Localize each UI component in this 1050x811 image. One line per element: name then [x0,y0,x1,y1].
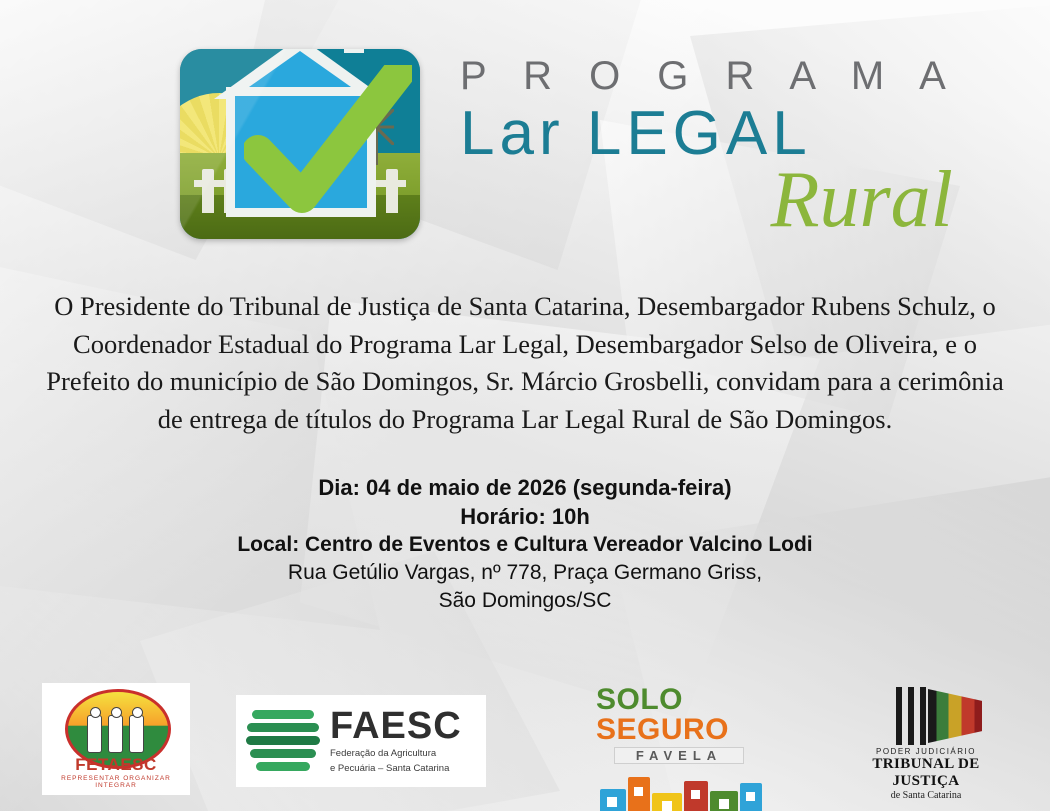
event-address-line-2: São Domingos/SC [438,588,612,612]
event-details [0,473,1050,615]
seguro-word: SEGURO [596,713,730,746]
invitation-paragraph: O Presidente do Tribunal de Justiça de Santa Catarina, Desembargador Rubens Schulz, o Coordenador Estadual do Programa Lar Legal, Desembargador Selso de Oliveira, e o Prefeito do município de São Domingos, Sr. Márcio Grosbelli, convidam para a cerimônia de entrega de títulos do Programa Lar Legal Rural de São Domingos. [46,291,1004,434]
tjsc-line-3: de Santa Catarina [890,790,962,801]
solo-seguro-wordmark [596,685,786,745]
farmers-icon [87,703,145,753]
tjsc-line-2: TRIBUNAL DE JUSTIÇA [872,756,980,789]
solo-word: SOLO [596,683,684,716]
houses-icon [596,767,786,811]
favela-badge: FAVELA [614,747,744,764]
footer-logos [0,681,1050,801]
faesc-emblem-icon [246,710,320,772]
logo-faesc [236,695,486,787]
logo-word-lar-legal: Lar LEGAL [460,99,812,168]
event-date: Dia: 04 de maio de 2026 (segunda-feira) [318,474,732,500]
event-address-line-1: Rua Getúlio Vargas, nº 778, Praça Germano Griss, [287,561,763,585]
faesc-subtitle-line-2: e Pecuária – Santa Catarina [330,763,450,774]
program-logo-mark [180,49,420,239]
logo-tjsc [838,687,1014,801]
logo-solo-seguro [596,685,786,793]
program-logo-text [460,48,959,245]
faesc-name: FAESC [330,704,462,747]
program-logo [0,0,1050,245]
fetaesc-name: FETAESC [75,755,157,774]
faesc-subtitle-line-1: Federação da Agricultura [330,747,437,759]
event-time: Horário: 10h [460,503,590,529]
fetaesc-tagline: REPRESENTAR ORGANIZAR INTEGRAR [61,775,171,789]
logo-word-programa: P R O G R A M A [460,54,959,98]
logo-fetaesc [42,683,190,795]
event-place: Local: Centro de Eventos e Cultura Vereador Valcino Lodi [237,533,813,557]
logo-word-rural: Rural [770,156,953,245]
logo-highlight [180,49,420,239]
tjsc-emblem-icon [838,687,1014,745]
tjsc-line-1: PODER JUDICIÁRIO [875,747,976,756]
